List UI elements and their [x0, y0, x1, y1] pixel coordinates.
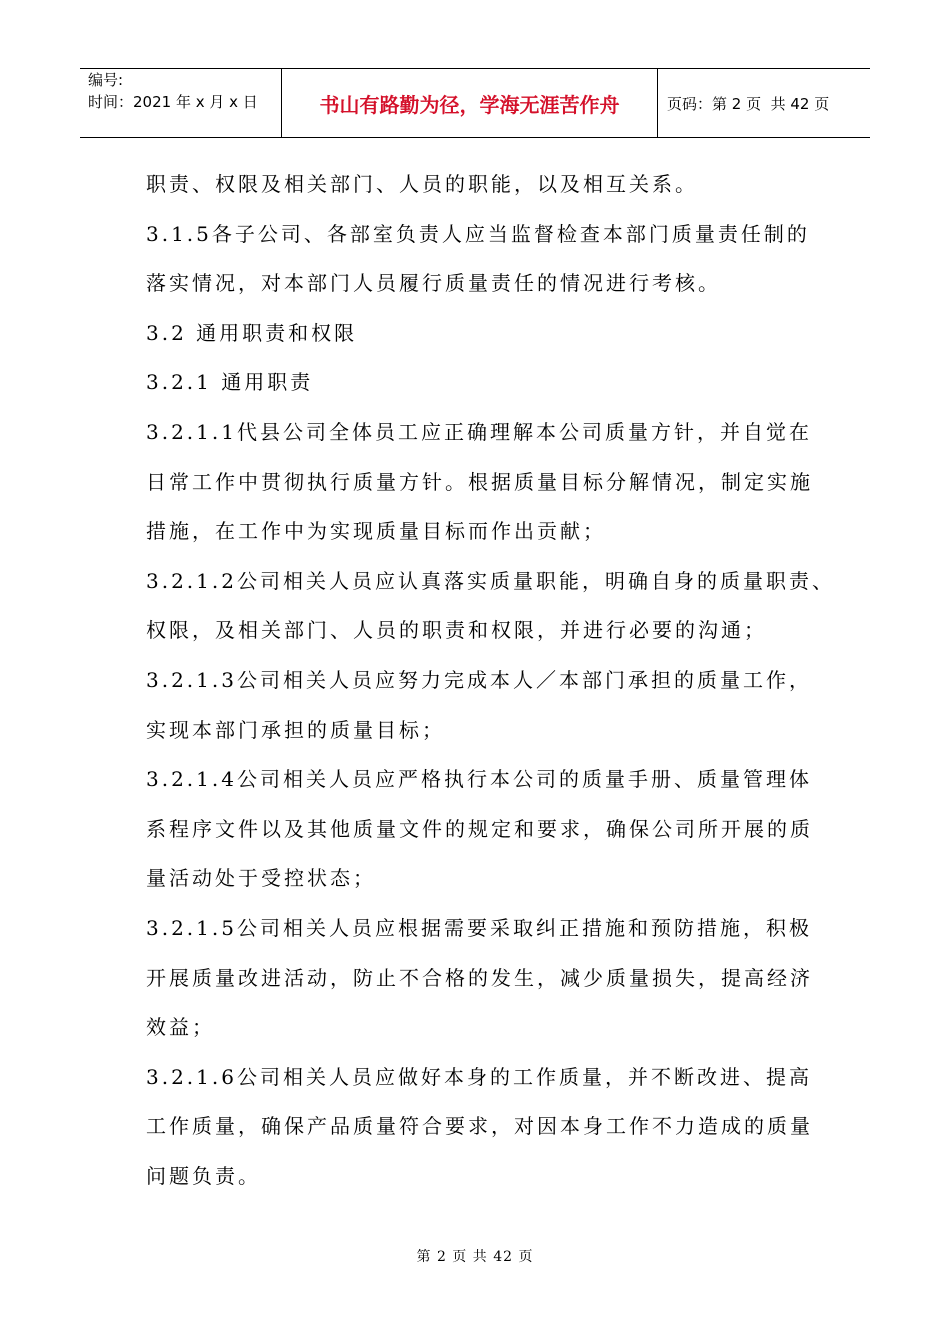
body-line: 职责、权限及相关部门、人员的职能，以及相互关系。 [146, 172, 698, 196]
page-header [80, 68, 870, 138]
body-line: 效益； [146, 1015, 215, 1040]
body-line: 日常工作中贯彻执行质量方针。根据质量目标分解情况，制定实施 [146, 469, 813, 494]
body-line: 落实情况，对本部门人员履行质量责任的情况进行考核。 [146, 271, 721, 296]
body-line: 量活动处于受控状态； [146, 866, 376, 891]
body-line: 开展质量改进活动，防止不合格的发生，减少质量损失，提高经济 [146, 965, 813, 990]
body-line: 措施，在工作中为实现质量目标而作出贡献； [146, 519, 606, 544]
body-line: 3.2.1.3公司相关人员应努力完成本人／本部门承担的质量工作， [146, 667, 812, 692]
body-line: 工作质量，确保产品质量符合要求，对因本身工作不力造成的质量 [146, 1114, 813, 1139]
header-page-info: 页码：第 2 页 共 42 页 [667, 94, 830, 113]
body-line: 权限，及相关部门、人员的职责和权限，并进行必要的沟通； [146, 618, 767, 643]
body-line: 3.2.1.1代县公司全体员工应正确理解本公司质量方针，并自觉在 [146, 419, 812, 444]
body-line: 3.2 通用职责和权限 [146, 320, 358, 345]
body-line: 3.2.1 通用职责 [146, 370, 314, 395]
body-line: 3.2.1.4公司相关人员应严格执行本公司的质量手册、质量管理体 [146, 767, 812, 792]
page-footer: 第 2 页 共 42 页 [416, 1249, 534, 1265]
body-line: 问题负责。 [146, 1163, 261, 1188]
document-date: 时间：2021 年 x 月 x 日 [88, 93, 258, 111]
header-meta [80, 69, 282, 137]
document-body [146, 163, 835, 1204]
body-line: 3.2.1.5公司相关人员应根据需要采取纠正措施和预防措施，积极 [146, 915, 812, 940]
header-motto: 书山有路勤为径，学海无涯苦作舟 [282, 69, 658, 137]
body-line: 3.1.5各子公司、各部室负责人应当监督检查本部门质量责任制的 [146, 221, 810, 246]
body-line: 3.2.1.6公司相关人员应做好本身的工作质量，并不断改进、提高 [146, 1064, 812, 1089]
body-line: 实现本部门承担的质量目标； [146, 717, 445, 742]
document-number-label: 编号: [88, 71, 124, 89]
body-line: 3.2.1.2公司相关人员应认真落实质量职能，明确自身的质量职责、 [146, 568, 835, 593]
body-line: 系程序文件以及其他质量文件的规定和要求，确保公司所开展的质 [146, 816, 813, 841]
